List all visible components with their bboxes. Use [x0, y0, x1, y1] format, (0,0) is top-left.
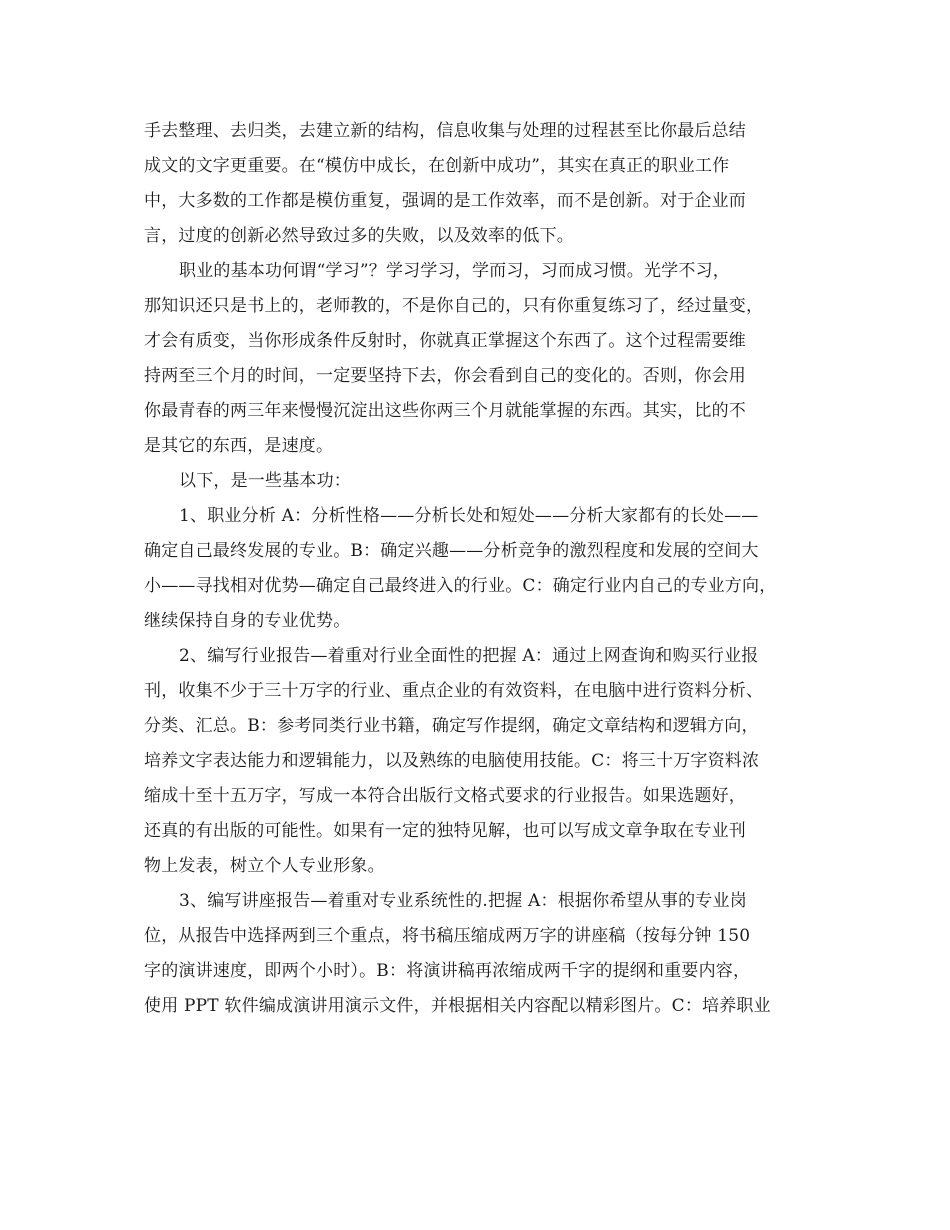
text-line: 持两至三个月的时间，一定要坚持下去，你会看到自己的变化的。否则，你会用: [144, 366, 746, 386]
text-line: 确定自己最终发展的专业。B：确定兴趣——分析竞争的激烈程度和发展的空间大: [144, 541, 759, 561]
text-line: 是其它的东西，是速度。: [144, 436, 334, 456]
paragraph-first-line: 以下，是一些基本功：: [179, 471, 351, 491]
text-line: 培养文字表达能力和逻辑能力，以及熟练的电脑使用技能。C：将三十万字资料浓: [144, 751, 760, 771]
paragraph-first-line: 3、编写讲座报告—着重对专业系统性的.把握 A：根据你希望从事的专业岗: [179, 891, 747, 911]
text-line: 刊，收集不少于三十万字的行业、重点企业的有效资料，在电脑中进行资料分析、: [144, 681, 764, 701]
paragraph-first-line: 1、职业分析 A：分析性格——分析长处和短处——分析大家都有的长处——: [179, 506, 759, 526]
text-line: 分类、汇总。B：参考同类行业书籍，确定写作提纲，确定文章结构和逻辑方向，: [144, 716, 759, 736]
text-line: 言，过度的创新必然导致过多的失败，以及效率的低下。: [144, 226, 574, 246]
text-line: 小——寻找相对优势—确定自己最终进入的行业。C：确定行业内自己的专业方向，: [144, 576, 777, 596]
text-line: 手去整理、去归类，去建立新的结构，信息收集与处理的过程甚至比你最后总结: [144, 121, 746, 141]
text-line: 缩成十至十五万字，写成一本符合出版行文格式要求的行业报告。如果选题好，: [144, 786, 746, 806]
text-line: 中，大多数的工作都是模仿重复，强调的是工作效率，而不是创新。对于企业而: [144, 191, 746, 211]
text-line: 物上发表，树立个人专业形象。: [144, 856, 385, 876]
paragraph-first-line: 职业的基本功何谓“学习”？学习学习，学而习，习而成习惯。光学不习，: [179, 261, 730, 281]
text-line: 字的演讲速度，即两个小时）。B：将演讲稿再浓缩成两千字的提纲和重要内容，: [144, 961, 751, 981]
paragraph-first-line: 2、编写行业报告—着重对行业全面性的把握 A：通过上网查询和购买行业报: [179, 646, 759, 666]
text-line: 还真的有出版的可能性。如果有一定的独特见解，也可以写成文章争取在专业刊: [144, 821, 746, 841]
text-line: 才会有质变，当你形成条件反射时，你就真正掌握这个东西了。这个过程需要维: [144, 331, 746, 351]
text-line: 那知识还只是书上的，老师教的，不是你自己的，只有你重复练习了，经过量变，: [144, 296, 764, 316]
text-line: 位，从报告中选择两到三个重点，将书稿压缩成两万字的讲座稿（按每分钟 150: [144, 926, 751, 946]
text-line: 你最青春的两三年来慢慢沉淀出这些你两三个月就能掌握的东西。其实，比的不: [144, 401, 746, 421]
text-line: 成文的文字更重要。在“模仿中成长，在创新中成功”，其实在真正的职业工作: [144, 156, 730, 176]
text-line: 继续保持自身的专业优势。: [144, 611, 351, 631]
text-line: 使用 PPT 软件编成演讲用演示文件，并根据相关内容配以精彩图片。C：培养职业: [144, 996, 771, 1016]
